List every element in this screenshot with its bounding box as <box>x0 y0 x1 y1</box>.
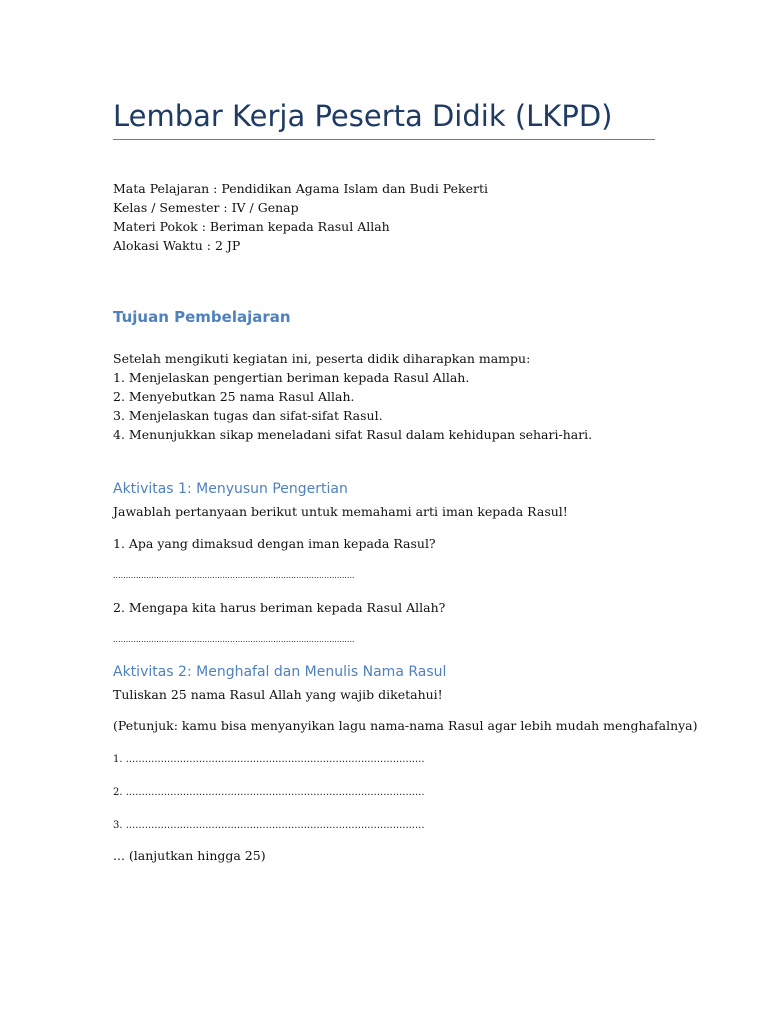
name-line-1-text: 1. .............................................................................................. <box>113 754 425 765</box>
title-underline <box>113 139 655 140</box>
answer-line-2[interactable]: ............................................................................................... <box>113 635 355 644</box>
meta-subject: Mata Pelajaran : Pendidikan Agama Islam dan Budi Pekerti <box>113 181 488 196</box>
aktivitas2-instruction: Tuliskan 25 nama Rasul Allah yang wajib diketahui! <box>113 687 443 702</box>
tujuan-heading: Tujuan Pembelajaran <box>113 308 291 326</box>
tujuan-intro: Setelah mengikuti kegiatan ini, peserta didik diharapkan mampu: <box>113 351 531 366</box>
name-line-1[interactable] <box>113 748 425 769</box>
question-2: 2. Mengapa kita harus beriman kepada Rasul Allah? <box>113 600 446 615</box>
aktivitas1-heading: Aktivitas 1: Menyusun Pengertian <box>113 481 348 497</box>
list-item: 3. Menjelaskan tugas dan sifat-sifat Rasul. <box>113 408 383 423</box>
aktivitas2-hint: (Petunjuk: kamu bisa menyanyikan lagu nama-nama Rasul agar lebih mudah menghafalnya) <box>113 718 698 733</box>
meta-class-semester: Kelas / Semester : IV / Genap <box>113 200 299 215</box>
aktivitas2-heading: Aktivitas 2: Menghafal dan Menulis Nama Rasul <box>113 664 447 680</box>
meta-topic: Materi Pokok : Beriman kepada Rasul Allah <box>113 219 390 234</box>
meta-time: Alokasi Waktu : 2 JP <box>113 238 241 253</box>
name-line-2-text: 2. .............................................................................................. <box>113 787 425 798</box>
list-item: 1. Menjelaskan pengertian beriman kepada Rasul Allah. <box>113 370 470 385</box>
tujuan-list <box>113 349 592 444</box>
list-item: 2. Menyebutkan 25 nama Rasul Allah. <box>113 389 355 404</box>
name-line-2[interactable] <box>113 781 425 802</box>
answer-line-1[interactable]: ............................................................................................... <box>113 571 355 580</box>
page-title: Lembar Kerja Peserta Didik (LKPD) <box>113 99 613 133</box>
meta-info <box>113 179 488 255</box>
list-item: 4. Menunjukkan sikap meneladani sifat Rasul dalam kehidupan sehari-hari. <box>113 427 593 442</box>
name-line-3-text: 3. .............................................................................................. <box>113 820 425 831</box>
aktivitas1-instruction: Jawablah pertanyaan berikut untuk memahami arti iman kepada Rasul! <box>113 504 568 519</box>
name-line-3[interactable] <box>113 814 425 835</box>
continue-note: ... (lanjutkan hingga 25) <box>113 848 266 863</box>
question-1: 1. Apa yang dimaksud dengan iman kepada Rasul? <box>113 536 436 551</box>
